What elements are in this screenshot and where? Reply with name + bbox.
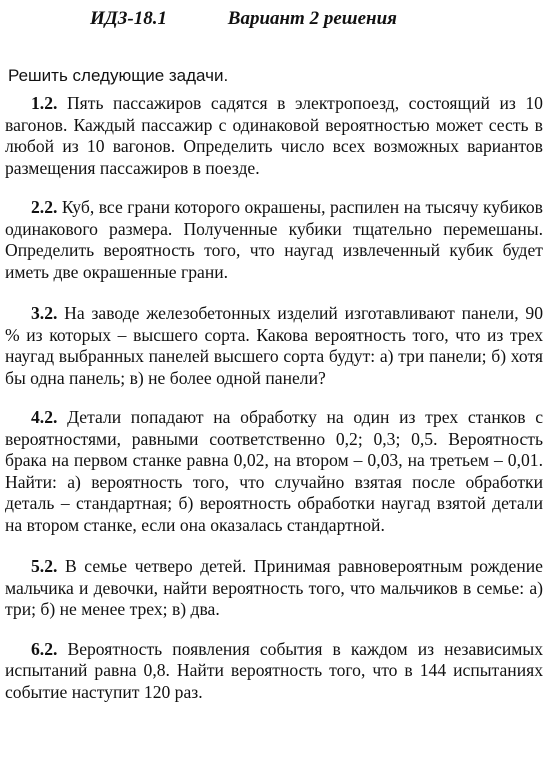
problem-number: 1.2. — [31, 93, 58, 113]
problem-number: 2.2. — [31, 197, 58, 217]
intro-text: Решить следующие задачи. — [8, 66, 229, 85]
problem-1 — [5, 93, 543, 179]
problem-4 — [5, 407, 543, 536]
problem-list — [5, 93, 543, 703]
problem-number: 6.2. — [31, 638, 58, 659]
problem-text: Пять пассажиров садятся в электропоезд, состоящий из 10 вагонов. Каждый пассажир с одинаковой вероятностью может сесть в любой из 10 вагонов. Определить число всех возможных вариантов размещения пассажиров в поезде. — [5, 93, 543, 178]
problem-number: 4.2. — [31, 407, 58, 427]
problem-number: 5.2. — [31, 556, 58, 576]
problem-text: Детали попадают на обработку на один из трех станков с вероятностями, равными соответственно 0,2; 0,3; 0,5. Вероятность брака на первом станке равна 0,02, на втором – 0,03, на третьем – 0,01. Найти: а) вероятность того, что случайно взятая после обработки деталь – стандартная; б) вероятность обработки наугад взятой детали на втором станке, если она оказалась стандартной. — [5, 407, 544, 535]
problem-number: 3.2. — [31, 303, 58, 323]
page-header — [90, 8, 397, 30]
problem-text: Куб, все грани которого окрашены, распилен на тысячу кубиков одинакового размера. Полученные кубики тщательно перемешаны. Определить вероятность того, что наугад извлеченный кубик будет иметь две окрашенные грани. — [5, 197, 543, 282]
variant-title: Вариант 2 решения — [227, 8, 397, 29]
problem-2 — [5, 197, 543, 283]
problem-text: На заводе железобетонных изделий изготавливают панели, 90 % из которых – высшего сорта. Какова вероятность того, что из трех наугад выбранных панелей высшего сорта будут: а) три панели; б) хотя бы одна панель; в) не более одной панели? — [5, 303, 543, 388]
problem-3 — [5, 303, 543, 389]
problem-text: В семье четверо детей. Принимая равновероятным рождение мальчика и девочки, найти вероятность того, что мальчиков в семье: а) три; б) не менее трех; в) два. — [5, 556, 543, 619]
assignment-id: ИДЗ-18.1 — [90, 8, 168, 29]
problem-5 — [5, 556, 543, 621]
problem-6 — [5, 639, 543, 704]
problem-text: Вероятность появления события в каждом из независимых испытаний равна 0,8. Найти вероятность того, что в 144 испытаниях событие наступит 120 раз. — [5, 638, 544, 702]
